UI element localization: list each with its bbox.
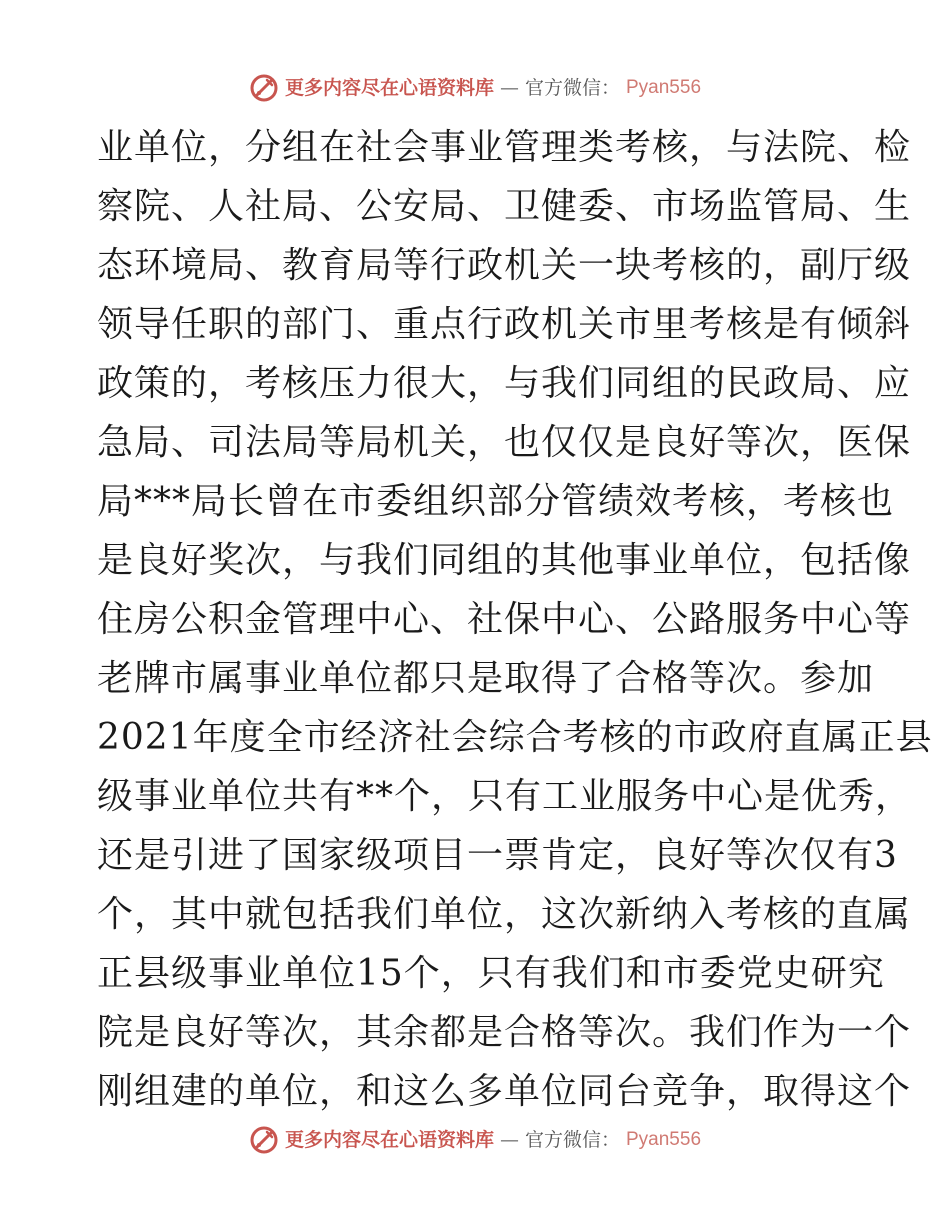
watermark-label: 官方微信： [524,77,620,99]
footer-watermark [0,1125,950,1155]
watermark-brand: 更多内容尽在心语资料库 [284,1129,494,1151]
body-line: 2021年度全市经济社会综合考核的市政府直属正县 [97,717,933,758]
body-line: 级事业单位共有**个，只有工业服务中心是优秀， [97,776,913,817]
body-line: 老牌市属事业单位都只是取得了合格等次。参加 [97,658,875,699]
watermark-dash: — [499,1129,519,1151]
brand-logo-icon [249,1125,279,1155]
header-watermark [0,73,950,103]
watermark-brand: 更多内容尽在心语资料库 [284,77,494,99]
watermark-dash: — [499,77,519,99]
body-line: 急局、司法局等局机关，也仅仅是良好等次，医保 [97,422,912,463]
brand-logo-icon [249,73,279,103]
document-body [97,118,933,1121]
body-line: 领导任职的部门、重点行政机关市里考核是有倾斜 [97,304,912,345]
body-line: 刚组建的单位，和这么多单位同台竞争，取得这个 [97,1071,912,1112]
body-line: 局***局长曾在市委组织部分管绩效考核，考核也 [97,481,895,522]
body-line: 态环境局、教育局等行政机关一块考核的，副厅级 [97,245,912,286]
watermark-label: 官方微信： [524,1129,620,1151]
body-line: 个，其中就包括我们单位，这次新纳入考核的直属 [97,894,912,935]
body-line: 正县级事业单位15个，只有我们和市委党史研究 [97,953,885,994]
body-line: 还是引进了国家级项目一票肯定，良好等次仅有3 [97,835,898,876]
body-line: 察院、人社局、公安局、卫健委、市场监管局、生 [97,186,912,227]
body-line: 是良好奖次，与我们同组的其他事业单位，包括像 [97,540,912,581]
watermark-wechat-id: Pyan556 [626,1129,702,1150]
body-line: 政策的，考核压力很大，与我们同组的民政局、应 [97,363,912,404]
body-line: 业单位，分组在社会事业管理类考核，与法院、检 [97,127,912,168]
body-line: 住房公积金管理中心、社保中心、公路服务中心等 [97,599,912,640]
watermark-wechat-id: Pyan556 [626,77,702,98]
body-line: 院是良好等次，其余都是合格等次。我们作为一个 [97,1012,912,1053]
